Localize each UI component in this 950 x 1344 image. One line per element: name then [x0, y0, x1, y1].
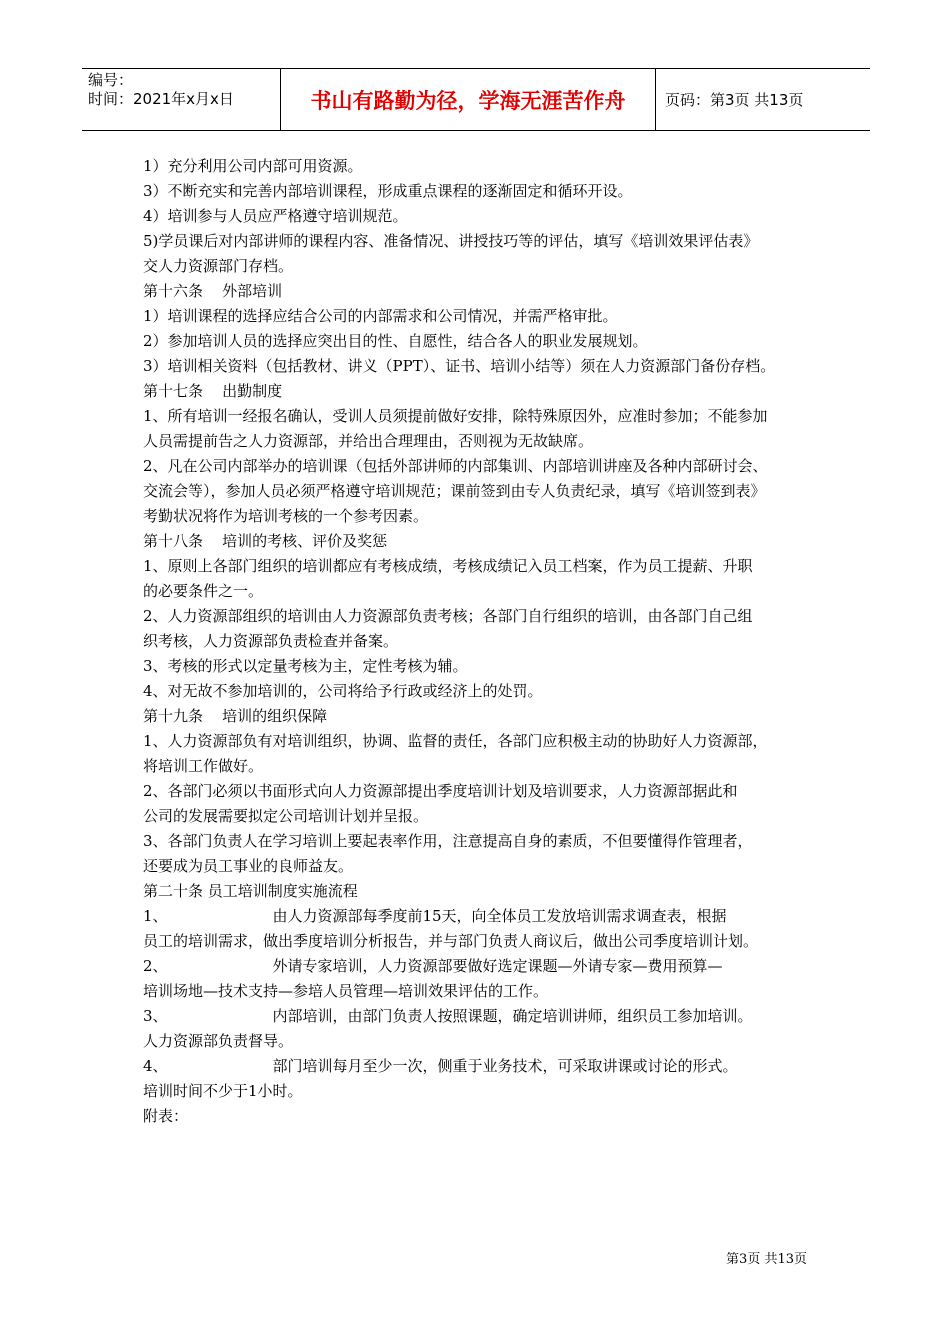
- body-line: 培训场地—技术支持—参培人员管理—培训效果评估的工作。: [143, 982, 549, 1000]
- body-line: 将培训工作做好。: [143, 757, 264, 775]
- body-line: 1、 由人力资源部每季度前15天，向全体员工发放培训需求调查表，根据: [143, 907, 727, 925]
- body-line: 2、各部门必须以书面形式向人力资源部提出季度培训计划及培训要求，人力资源部据此和: [143, 782, 738, 800]
- body-line: 人力资源部负责督导。: [143, 1032, 294, 1050]
- body-line: 还要成为员工事业的良师益友。: [143, 857, 354, 875]
- body-line: 考勤状况将作为培训考核的一个参考因素。: [143, 507, 429, 525]
- header-motto: 书山有路勤为径，学海无涯苦作舟: [281, 69, 656, 130]
- body-line: 3）不断充实和完善内部培训课程，形成重点课程的逐渐固定和循环开设。: [143, 182, 633, 200]
- document-body: [143, 154, 818, 1129]
- body-line: 人员需提前告之人力资源部，并给出合理理由，否则视为无故缺席。: [143, 432, 594, 450]
- body-line: 第十七条 出勤制度: [143, 382, 283, 400]
- body-line: 第十六条 外部培训: [143, 282, 283, 300]
- document-date: 时间：2021年x月x日: [88, 90, 234, 108]
- body-line: 1）培训课程的选择应结合公司的内部需求和公司情况，并需严格审批。: [143, 307, 618, 325]
- page-footer: 第3页 共13页: [726, 1252, 807, 1267]
- body-line: 1、原则上各部门组织的培训都应有考核成绩，考核成绩记入员工档案，作为员工提薪、升职: [143, 557, 753, 575]
- body-line: 4、 部门培训每月至少一次，侧重于业务技术，可采取讲课或讨论的形式。: [143, 1057, 738, 1075]
- body-line: 3、考核的形式以定量考核为主，定性考核为辅。: [143, 657, 468, 675]
- body-line: 第二十条 员工培训制度实施流程: [143, 882, 358, 900]
- body-line: 1、人力资源部负有对培训组织，协调、监督的责任，各部门应积极主动的协助好人力资源部，: [143, 732, 768, 750]
- body-line: 的必要条件之一。: [143, 582, 264, 600]
- page-header: [82, 68, 870, 131]
- body-line: 员工的培训需求，做出季度培训分析报告，并与部门负责人商议后，做出公司季度培训计划。: [143, 932, 759, 950]
- body-line: 第十八条 培训的考核、评价及奖惩: [143, 532, 388, 550]
- body-line: 3）培训相关资料（包括教材、讲义（PPT）、证书、培训小结等）须在人力资源部门备份存档。: [143, 357, 776, 375]
- body-line: 交人力资源部门存档。: [143, 257, 294, 275]
- body-line: 3、各部门负责人在学习培训上要起表率作用，注意提高自身的素质，不但要懂得作管理者，: [143, 832, 753, 850]
- header-meta: [82, 69, 281, 130]
- body-line: 第十九条 培训的组织保障: [143, 707, 328, 725]
- body-line: 3、 内部培训，由部门负责人按照课题，确定培训讲师，组织员工参加培训。: [143, 1007, 753, 1025]
- body-line: 2）参加培训人员的选择应突出目的性、自愿性，结合各人的职业发展规划。: [143, 332, 648, 350]
- body-line: 培训时间不少于1小时。: [143, 1082, 303, 1100]
- body-line: 2、人力资源部组织的培训由人力资源部负责考核；各部门自行组织的培训，由各部门自己组: [143, 607, 753, 625]
- header-page-info: 页码：第3页 共13页: [665, 91, 804, 109]
- body-line: 4）培训参与人员应严格遵守培训规范。: [143, 207, 408, 225]
- body-line: 1）充分利用公司内部可用资源。: [143, 157, 363, 175]
- body-line: 2、 外请专家培训，人力资源部要做好选定课题—外请专家—费用预算—: [143, 957, 723, 975]
- body-line: 1、所有培训一经报名确认，受训人员须提前做好安排，除特殊原因外，应准时参加；不能参加: [143, 407, 768, 425]
- body-line: 织考核，人力资源部负责检查并备案。: [143, 632, 399, 650]
- body-line: 5)学员课后对内部讲师的课程内容、准备情况、讲授技巧等的评估，填写《培训效果评估表》: [143, 232, 759, 250]
- body-line: 4、对无故不参加培训的，公司将给予行政或经济上的处罚。: [143, 682, 543, 700]
- body-line: 交流会等），参加人员必须严格遵守培训规范；课前签到由专人负责纪录，填写《培训签到表》: [143, 482, 766, 500]
- body-line: 附表：: [143, 1107, 189, 1125]
- body-line: 2、凡在公司内部举办的培训课（包括外部讲师的内部集训、内部培训讲座及各种内部研讨会、: [143, 457, 768, 475]
- body-line: 公司的发展需要拟定公司培训计划并呈报。: [143, 807, 429, 825]
- document-number-label: 编号：: [88, 71, 134, 89]
